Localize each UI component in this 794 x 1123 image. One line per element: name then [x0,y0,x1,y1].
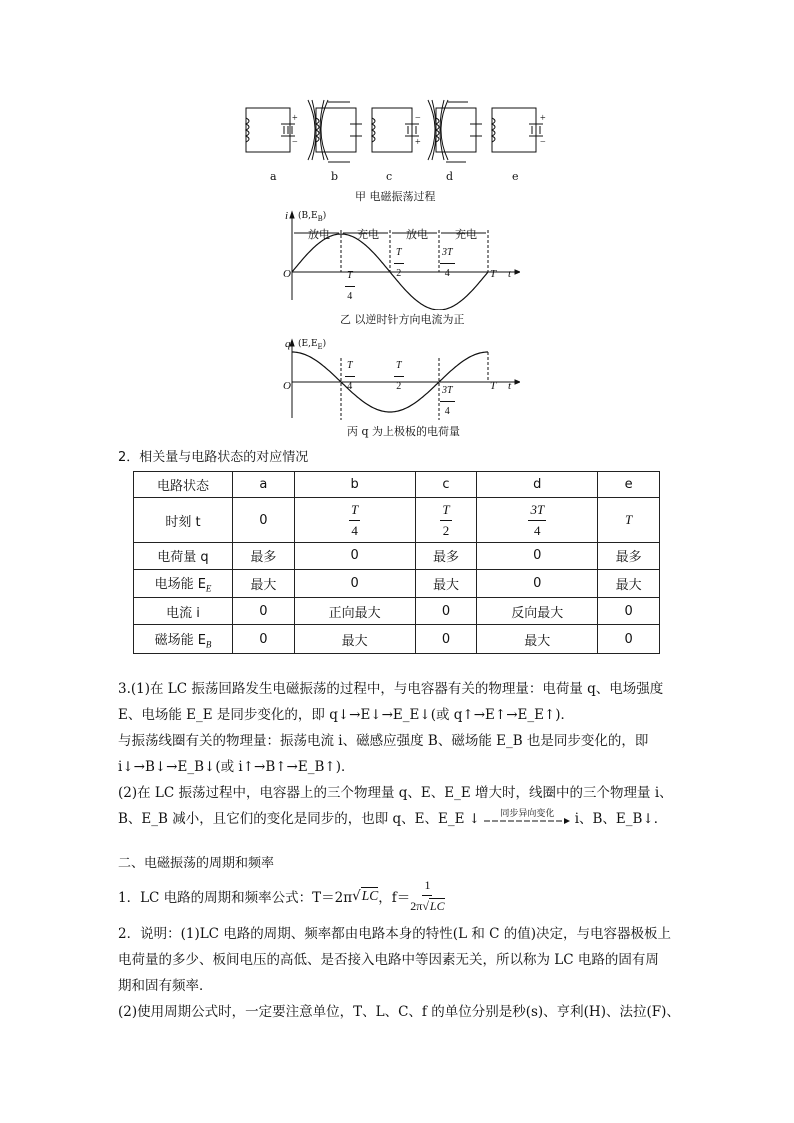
figure-jia-caption: 甲 电磁振荡过程 [355,190,436,203]
i-axis-secondary-text: (B,E [298,211,318,221]
tick-quarter-bing [345,358,355,394]
table-row [134,598,660,625]
svg-text:−: − [292,137,298,148]
table-cell: 0 [415,625,477,654]
frac-num: 1 [422,878,432,896]
tick-quarter-yi [345,268,355,304]
table-row-time [134,498,660,543]
note-line-1: 2．说明：(1)LC 电路的周期、频率都由电路本身的特性(L 和 C 的值)决定，与电容器极板上 [118,926,671,942]
table-header-cell: c [415,472,477,498]
section-heading-period: 二、电磁振荡的周期和频率 [118,856,275,871]
table-cell: 0 [233,498,295,543]
i-axis-secondary: $(B,E_B)$ [298,211,327,223]
q-axis-label: q [285,338,291,350]
q-axis-secondary: $(E,E_E)$ [298,339,327,351]
para3-line-6-left: B、E_B 减小，且它们的变化是同步的，也即 q、E、E_E ↓ [118,811,481,827]
tick-num: T [345,269,355,287]
para3-line-1: 3.(1)在 LC 振荡回路发生电磁振荡的过程中，与电容器有关的物理量：电荷量 q、电场强度 [118,681,664,697]
frac-den: 4 [351,522,358,538]
svg-text:−: − [415,113,421,124]
table-row [134,625,660,654]
table-cell: 反向最大 [477,598,598,625]
frac-den: 4 [534,522,541,538]
para3-line-2: E、电场能 E_E 是同步变化的，即 q↓→E↓→E_E↓(或 q↑→E↑→E_E↑)． [118,707,575,723]
table-cell: 0 [477,569,598,598]
panel-label-c: c [386,170,393,183]
panel-label-d: d [446,170,454,183]
frequency-fraction [410,878,444,913]
note-line-4: (2)使用周期公式时，一定要注意单位，T、L、C、f 的单位分别是秒(s)、亨利(H)、法拉(F)、 [118,1004,680,1020]
table-cell: 0 [415,598,477,625]
table-header-cell: b [294,472,415,498]
table-row-label: 时刻 t [134,498,233,543]
figure-bing-caption: 丙 q 为上极板的电荷量 [347,425,461,438]
panel-label-a: a [270,170,277,183]
table-cell: 最大 [233,569,295,598]
table-cell: 0 [294,569,415,598]
table-row-label: 电荷量 q [134,543,233,570]
row-label-sub: E [205,583,212,594]
table-row-label [134,569,233,598]
segment-discharge-2: 放电 [406,228,428,241]
svg-text:+: + [292,113,298,124]
table-cell: T [598,498,660,543]
frac-den-sqrt: LC [429,899,445,913]
sync-arrow-label: 同步异向变化 [500,808,555,819]
para3-line-6-right: i、B、E_B↓． [574,811,668,827]
row-label-text: 电场能 E [154,577,206,593]
para3-line-5: (2)在 LC 振荡过程中，电容器上的三个物理量 q、E、E_E 增大时，线圈中的三个物理量 i、 [118,785,673,801]
tick-half-yi [394,245,404,281]
origin-label-bing: O [283,380,291,392]
paragraph-note [118,921,678,1025]
i-axis-secondary-sub: B [317,214,323,223]
table-cell: 最大 [294,625,415,654]
svg-text:+: + [415,137,421,148]
panel-label-b: b [331,170,339,183]
row-label-text: 磁场能 E [154,632,206,648]
note-line-2: 电荷量的多少、板间电压的高低、是否接入电路中等因素无关，所以称为 LC 电路的固有周 [118,952,659,968]
table-row [134,569,660,598]
note-line-3: 期和固有频率． [118,978,213,994]
period-label-bing: T [490,380,497,392]
table-header-row [134,472,660,498]
t-axis-label-yi: t [508,268,512,280]
tick-den: 2 [396,268,402,279]
table-cell: 最大 [477,625,598,654]
tick-den: 4 [444,406,450,417]
long-arrow-icon [484,817,570,825]
table-cell: 0 [233,625,295,654]
svg-text:−: − [540,137,546,148]
tick-three-quarter-yi [440,245,455,281]
table-cell: 0 [598,598,660,625]
table-cell: 最多 [598,543,660,570]
table-row-label [134,625,233,654]
table-row [134,543,660,570]
table-header-cell: e [598,472,660,498]
table-cell: 最大 [415,569,477,598]
tick-num: T [394,246,404,264]
table-cell: 最大 [598,569,660,598]
period-formula [118,878,445,913]
table-cell: 0 [294,543,415,570]
segment-discharge-1: 放电 [308,228,330,241]
table-cell: 正向最大 [294,598,415,625]
svg-text:+: + [540,113,546,124]
table-cell: 0 [598,625,660,654]
para3-line-6 [118,806,678,832]
formula-sqrt: LC [361,888,379,903]
origin-label-yi: O [283,268,291,280]
table-cell [294,498,415,543]
frac-den-pre: 2π [410,899,423,913]
q-axis-secondary-text: (E,E [298,339,318,349]
formula-prefix: 1．LC 电路的周期和频率公式：T＝2π [118,889,353,906]
row-label-sub: B [205,639,212,650]
table-header-cell: 电路状态 [134,472,233,498]
sqrt-icon: √ [352,887,361,904]
circuit-state-table [133,471,660,654]
table-cell: 0 [477,543,598,570]
paragraph-3 [118,676,678,832]
panel-label-e: e [512,170,519,183]
formula-mid: ，f＝ [378,889,411,906]
frac-num: 3T [528,503,546,521]
tick-den: 4 [444,268,450,279]
figure-yi-caption: 乙 以逆时针方向电流为正 [340,313,465,326]
frac-den: 2 [442,522,450,538]
frac-num: T [440,503,451,521]
tick-three-quarter-bing [440,383,455,419]
frac-den: 2π√LC [410,899,445,913]
frac-num: T [349,503,360,521]
section-2-title: 2．相关量与电路状态的对应情况 [118,450,309,465]
tick-num: 3T [440,246,455,264]
tick-num: T [394,359,404,377]
tick-num: 3T [440,384,455,402]
tick-den: 4 [347,291,353,302]
table-cell: 最多 [233,543,295,570]
i-axis-label: i [285,210,289,222]
segment-charge-2: 充电 [455,228,477,241]
tick-num: T [345,359,355,377]
segment-charge-1: 充电 [357,228,379,241]
q-axis-secondary-sub: E [317,342,323,351]
para3-line-4: i↓→B↓→E_B↓(或 i↑→B↑→E_B↑)． [118,759,355,775]
table-cell [415,498,477,543]
table-row-label: 电流 i [134,598,233,625]
tick-den: 4 [347,381,353,392]
period-label-yi: T [490,268,497,280]
table-header-cell: d [477,472,598,498]
table-cell: 最多 [415,543,477,570]
table-header-cell: a [233,472,295,498]
para3-line-3: 与振荡线圈有关的物理量：振荡电流 i、磁感应强度 B、磁场能 E_B 也是同步变化的，即 [118,733,649,749]
t-axis-label-bing: t [508,380,512,392]
tick-den: 2 [396,381,402,392]
table-cell [477,498,598,543]
sync-arrow [484,808,570,827]
tick-half-bing [394,358,404,394]
table-cell: 0 [233,598,295,625]
